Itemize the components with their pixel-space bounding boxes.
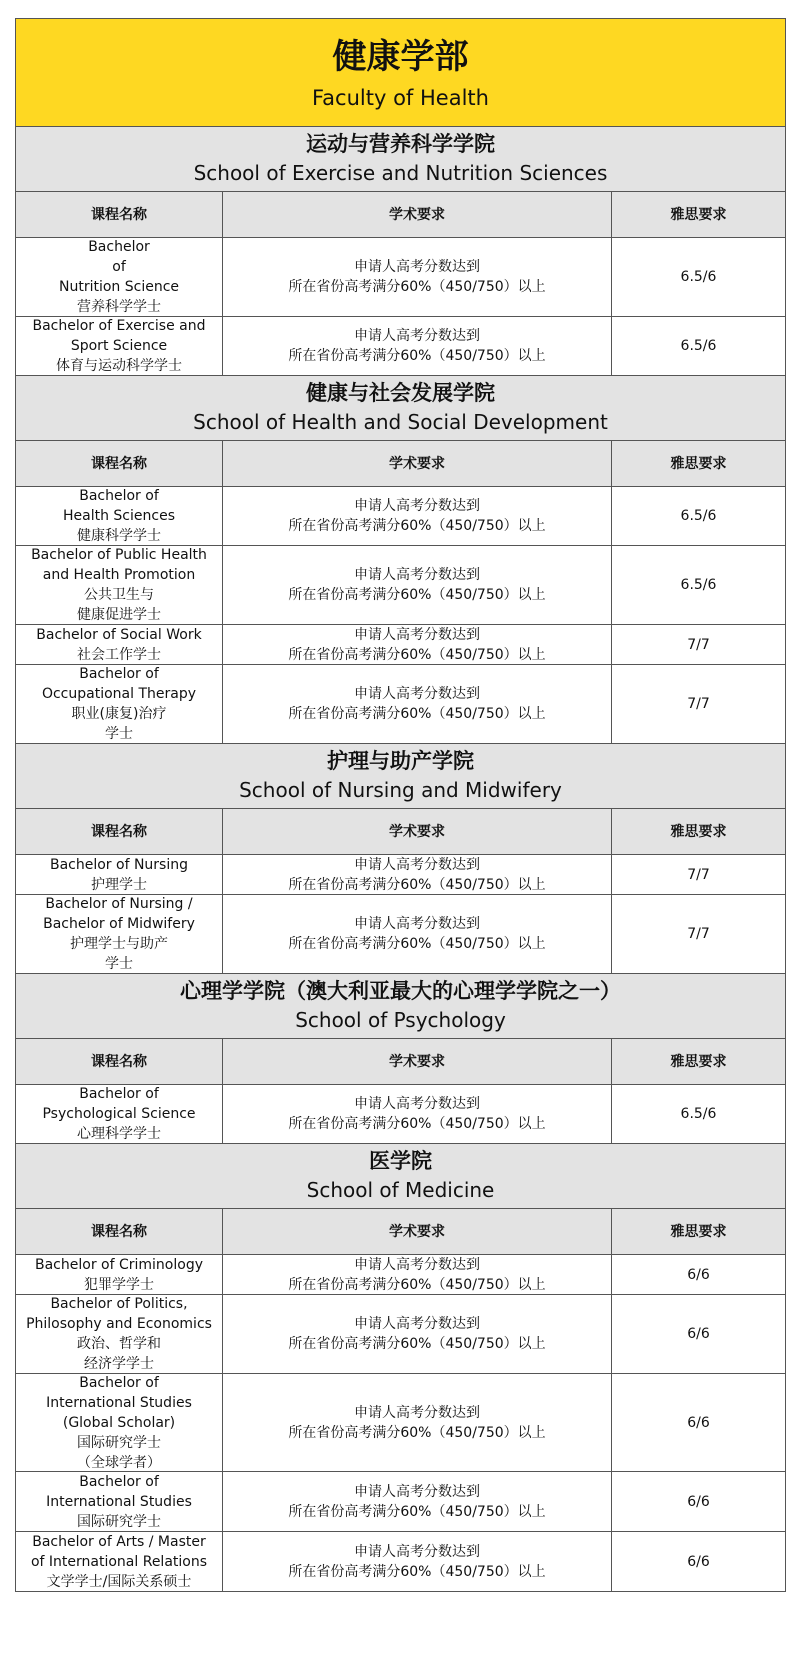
ielts-requirement-cell: 7/7 <box>687 636 710 653</box>
column-header-course: 课程名称 <box>16 1039 223 1084</box>
table-row <box>16 1532 785 1591</box>
academic-requirement-cell: 申请人高考分数达到 所在省份高考满分60%（450/750）以上 <box>223 546 612 624</box>
academic-requirement-cell: 申请人高考分数达到 所在省份高考满分60%（450/750）以上 <box>223 1295 612 1373</box>
academic-requirement-cell: 申请人高考分数达到 所在省份高考满分60%（450/750）以上 <box>223 1532 612 1591</box>
course-name-cell: Bachelor of Criminology 犯罪学学士 <box>16 1255 223 1294</box>
table-row <box>16 1295 785 1374</box>
academic-requirement-cell: 申请人高考分数达到 所在省份高考满分60%（450/750）以上 <box>223 487 612 545</box>
academic-requirement-cell: 申请人高考分数达到 所在省份高考满分60%（450/750）以上 <box>223 1374 612 1471</box>
column-header-course: 课程名称 <box>16 809 223 854</box>
course-name-cell: Bachelor of Exercise and Sport Science 体育与运动科学学士 <box>16 317 223 375</box>
academic-requirement-cell: 申请人高考分数达到 所在省份高考满分60%（450/750）以上 <box>223 625 612 664</box>
column-header-ielts: 雅思要求 <box>670 823 727 840</box>
ielts-requirement-cell: 6/6 <box>687 1414 710 1431</box>
column-header-ielts: 雅思要求 <box>670 1053 727 1070</box>
ielts-requirement-cell: 6.5/6 <box>680 508 717 524</box>
academic-requirement-cell: 申请人高考分数达到 所在省份高考满分60%（450/750）以上 <box>223 238 612 316</box>
course-name-cell: Bachelor of Health Sciences 健康科学学士 <box>16 487 223 545</box>
column-header-row <box>16 1209 785 1255</box>
column-header-course: 课程名称 <box>16 1209 223 1254</box>
ielts-requirement-cell: 6/6 <box>687 1493 710 1510</box>
school-name-en: School of Psychology <box>295 1008 506 1032</box>
table-row <box>16 487 785 546</box>
school-name-en: School of Health and Social Development <box>193 410 608 434</box>
course-name-cell: Bachelor of Nursing / Bachelor of Midwifery 护理学士与助产 学士 <box>16 895 223 973</box>
faculty-header <box>16 19 785 127</box>
table-row <box>16 665 785 744</box>
column-header-academic: 学术要求 <box>223 192 612 237</box>
academic-requirement-cell: 申请人高考分数达到 所在省份高考满分60%（450/750）以上 <box>223 855 612 894</box>
school-name-zh: 运动与营养科学学院 <box>306 132 495 156</box>
ielts-requirement-cell: 6.5/6 <box>680 577 717 593</box>
faculty-title-zh: 健康学部 <box>332 37 469 77</box>
table-row <box>16 546 785 625</box>
ielts-requirement-cell: 6/6 <box>687 1326 710 1342</box>
academic-requirement-cell: 申请人高考分数达到 所在省份高考满分60%（450/750）以上 <box>223 317 612 375</box>
academic-requirement-cell: 申请人高考分数达到 所在省份高考满分60%（450/750）以上 <box>223 895 612 973</box>
column-header-academic: 学术要求 <box>223 441 612 486</box>
course-name-cell: Bachelor of Nursing 护理学士 <box>16 855 223 894</box>
school-name-en: School of Exercise and Nutrition Sciences <box>193 161 608 185</box>
column-header-ielts: 雅思要求 <box>670 206 727 223</box>
school-header <box>16 974 785 1039</box>
column-header-row <box>16 809 785 855</box>
ielts-requirement-cell: 6/6 <box>687 1553 710 1570</box>
ielts-requirement-cell: 6.5/6 <box>680 338 717 354</box>
course-name-cell: Bachelor of Arts / Master of International Relations 文学学士/国际关系硕士 <box>16 1532 223 1591</box>
academic-requirement-cell: 申请人高考分数达到 所在省份高考满分60%（450/750）以上 <box>223 665 612 743</box>
school-name-zh: 健康与社会发展学院 <box>306 381 495 405</box>
academic-requirement-cell: 申请人高考分数达到 所在省份高考满分60%（450/750）以上 <box>223 1472 612 1531</box>
table-row <box>16 238 785 317</box>
table-row <box>16 895 785 974</box>
table-row <box>16 855 785 895</box>
column-header-course: 课程名称 <box>16 192 223 237</box>
ielts-requirement-cell: 7/7 <box>687 926 710 942</box>
column-header-academic: 学术要求 <box>223 1039 612 1084</box>
course-name-cell: Bachelor of Politics, Philosophy and Economics 政治、哲学和 经济学学士 <box>16 1295 223 1373</box>
column-header-row <box>16 441 785 487</box>
ielts-requirement-cell: 6/6 <box>687 1266 710 1283</box>
table-row <box>16 1255 785 1295</box>
table-row <box>16 1374 785 1472</box>
school-header <box>16 1144 785 1209</box>
column-header-academic: 学术要求 <box>223 1209 612 1254</box>
course-name-cell: Bachelor of Nutrition Science 营养科学学士 <box>16 238 223 316</box>
school-name-en: School of Medicine <box>306 1178 495 1202</box>
column-header-row <box>16 1039 785 1085</box>
course-name-cell: Bachelor of Psychological Science 心理科学学士 <box>16 1085 223 1143</box>
school-name-zh: 护理与助产学院 <box>327 749 474 773</box>
academic-requirement-cell: 申请人高考分数达到 所在省份高考满分60%（450/750）以上 <box>223 1255 612 1294</box>
table-row <box>16 625 785 665</box>
column-header-course: 课程名称 <box>16 441 223 486</box>
table-row <box>16 317 785 376</box>
course-name-cell: Bachelor of Social Work 社会工作学士 <box>16 625 223 664</box>
ielts-requirement-cell: 6.5/6 <box>680 269 717 285</box>
column-header-ielts: 雅思要求 <box>670 455 727 472</box>
ielts-requirement-cell: 7/7 <box>687 696 710 712</box>
schools-container <box>16 127 785 1591</box>
school-name-en: School of Nursing and Midwifery <box>239 778 562 802</box>
school-name-zh: 心理学学院（澳大利亚最大的心理学学院之一） <box>180 979 621 1003</box>
table-row <box>16 1085 785 1144</box>
course-name-cell: Bachelor of Occupational Therapy 职业(康复)治疗 学士 <box>16 665 223 743</box>
course-name-cell: Bachelor of International Studies (Global Scholar) 国际研究学士 （全球学者） <box>16 1374 223 1471</box>
course-name-cell: Bachelor of Public Health and Health Promotion 公共卫生与 健康促进学士 <box>16 546 223 624</box>
school-header <box>16 127 785 192</box>
school-header <box>16 376 785 441</box>
faculty-title-en: Faculty of Health <box>312 86 489 110</box>
ielts-requirement-cell: 7/7 <box>687 866 710 883</box>
school-name-zh: 医学院 <box>369 1149 432 1173</box>
faculty-table <box>15 18 786 1592</box>
column-header-academic: 学术要求 <box>223 809 612 854</box>
table-row <box>16 1472 785 1532</box>
school-header <box>16 744 785 809</box>
ielts-requirement-cell: 6.5/6 <box>680 1106 717 1122</box>
column-header-ielts: 雅思要求 <box>670 1223 727 1240</box>
column-header-row <box>16 192 785 238</box>
course-name-cell: Bachelor of International Studies 国际研究学士 <box>16 1472 223 1531</box>
academic-requirement-cell: 申请人高考分数达到 所在省份高考满分60%（450/750）以上 <box>223 1085 612 1143</box>
